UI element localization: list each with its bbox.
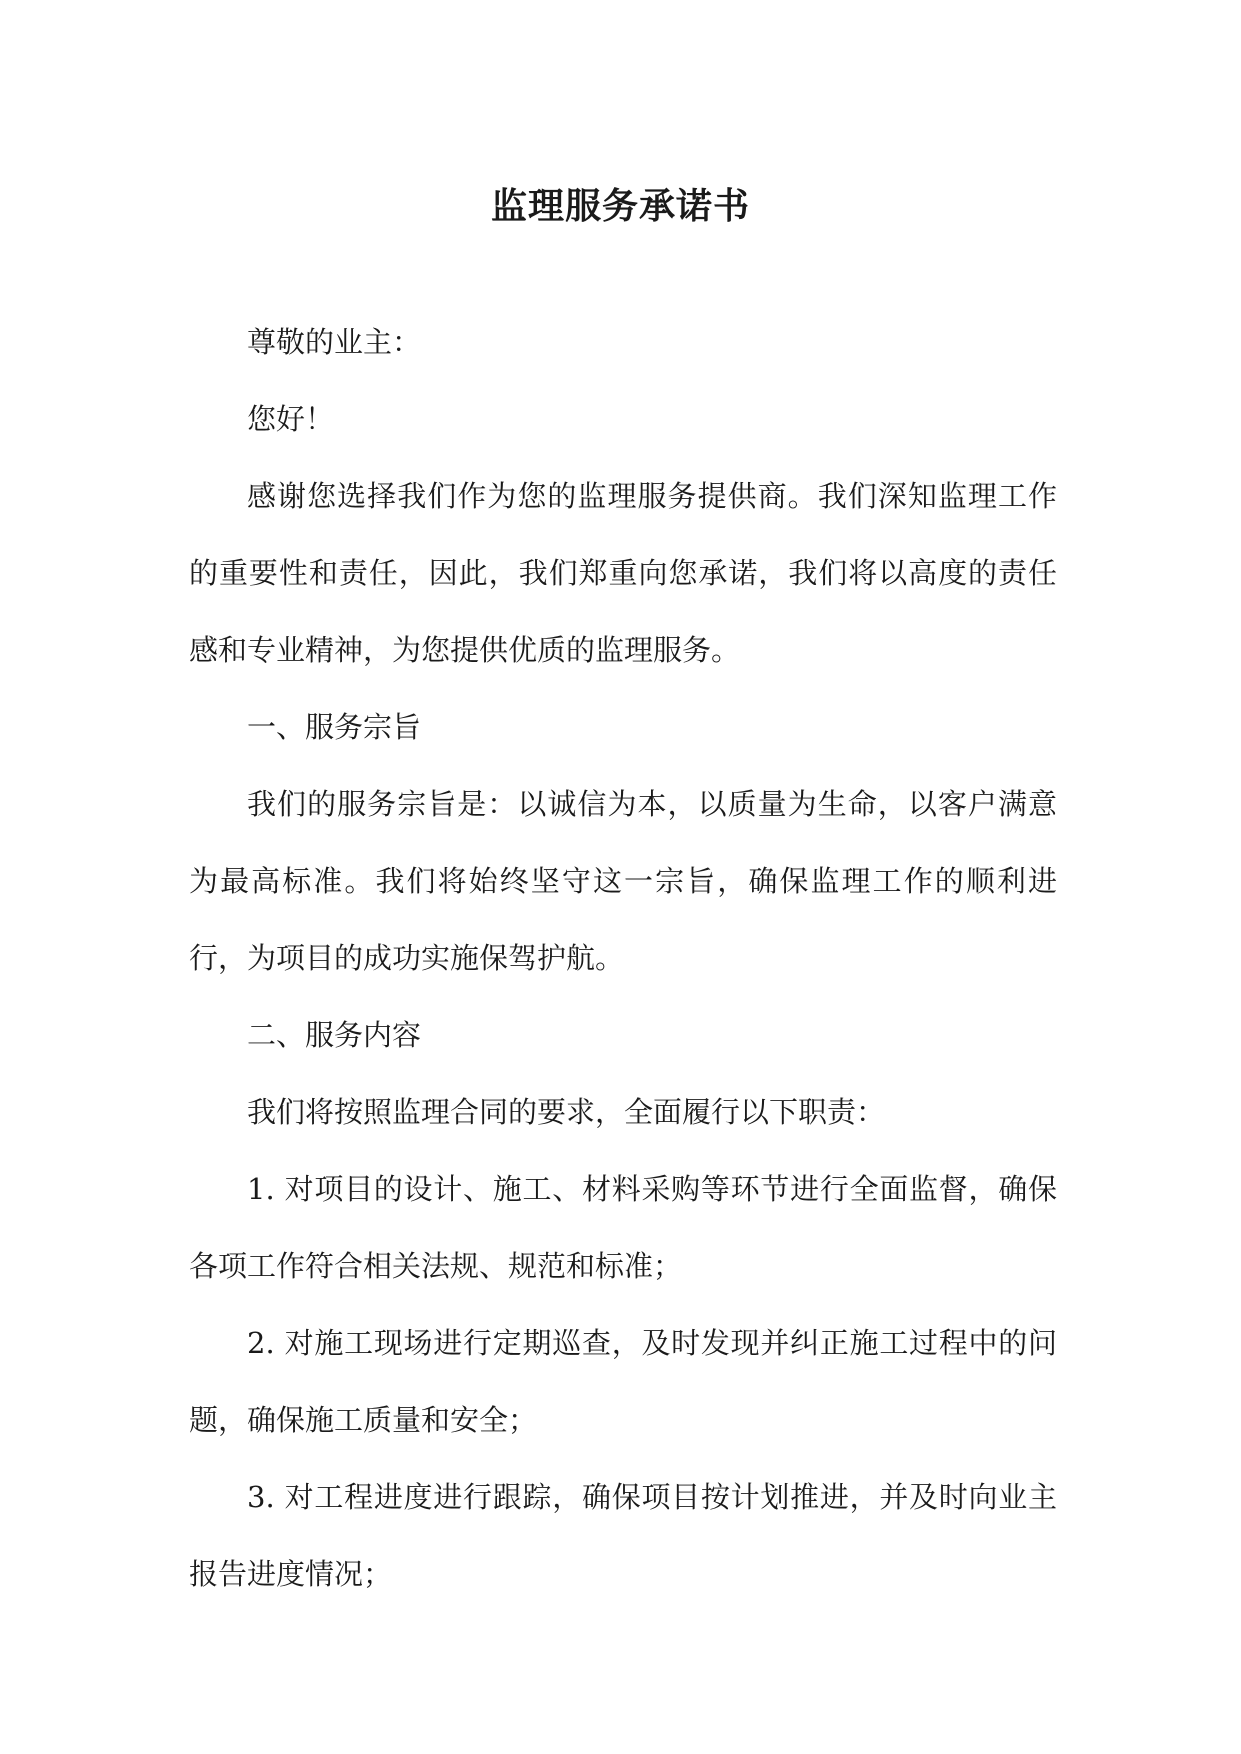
list-item: 1. 对项目的设计、施工、材料采购等环节进行全面监督，确保各项工作符合相关法规、规范和标准； [189,1172,1057,1283]
intro-paragraph: 感谢您选择我们作为您的监理服务提供商。我们深知监理工作的重要性和责任，因此，我们郑重向您承诺，我们将以高度的责任感和专业精神，为您提供优质的监理服务。 [189,479,1057,667]
salutation: 尊敬的业主： [247,325,422,359]
document-title: 监理服务承诺书 [490,185,750,227]
content-intro-paragraph: 我们将按照监理合同的要求，全面履行以下职责： [247,1095,886,1129]
document-body [189,304,1057,1613]
greeting: 您好！ [247,402,335,436]
section-heading-purpose: 一、服务宗旨 [247,710,422,744]
list-item: 2. 对施工现场进行定期巡查，及时发现并纠正施工过程中的问题，确保施工质量和安全； [189,1326,1057,1437]
purpose-paragraph: 我们的服务宗旨是：以诚信为本，以质量为生命，以客户满意为最高标准。我们将始终坚守这一宗旨，确保监理工作的顺利进行，为项目的成功实施保驾护航。 [189,787,1057,975]
section-heading-content: 二、服务内容 [247,1018,422,1052]
list-item: 3. 对工程进度进行跟踪，确保项目按计划推进，并及时向业主报告进度情况； [189,1480,1057,1591]
